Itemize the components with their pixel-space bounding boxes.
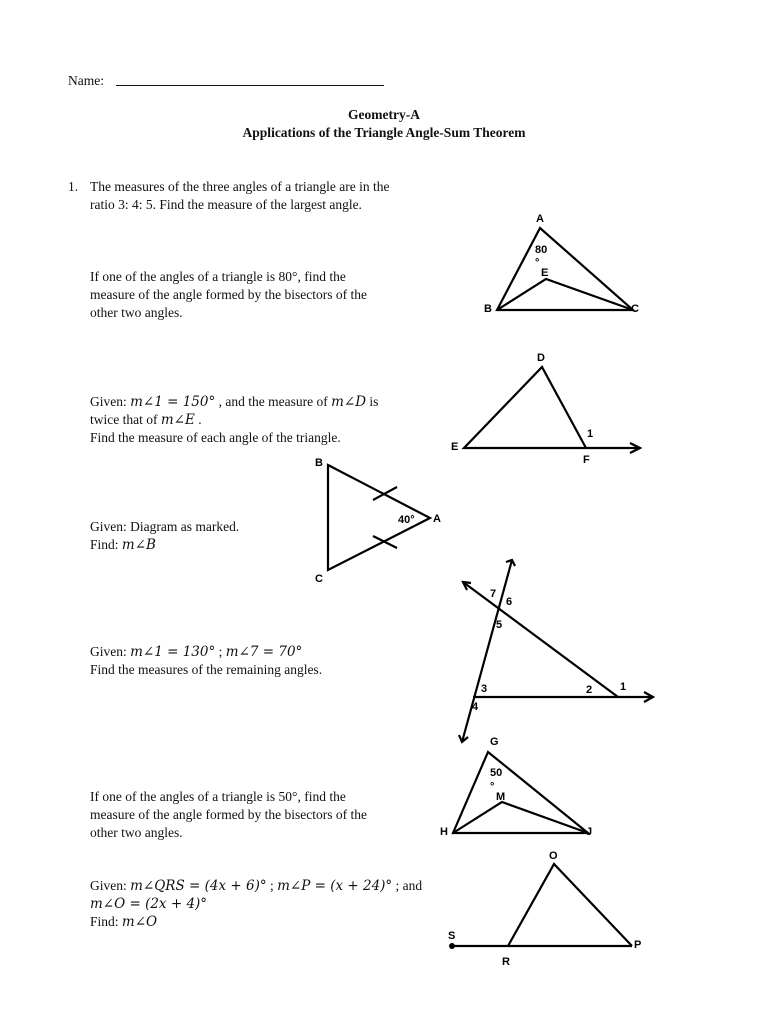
- worksheet-title: Applications of the Triangle Angle-Sum Theorem: [242, 125, 526, 140]
- vertex-label-a: A: [536, 213, 544, 225]
- problem-6-line-2: measure of the angle formed by the bisectors of the: [90, 807, 368, 822]
- separator: ;: [215, 644, 226, 659]
- angle-label-3: 3: [481, 683, 488, 695]
- triangle-def: [464, 367, 638, 448]
- angle-o-expression: m∠O = (2x + 4)°: [90, 896, 208, 912]
- given-label: Given:: [90, 878, 131, 893]
- triangle-sides: [508, 864, 632, 946]
- vertex-label-b: B: [315, 457, 323, 469]
- course-title: Geometry-A: [348, 107, 420, 122]
- given-label: Given:: [90, 644, 131, 659]
- angle-label-4: 4: [472, 701, 479, 713]
- problem-2-line-3: other two angles.: [90, 305, 183, 320]
- angle-b-expression: m∠B: [121, 537, 156, 553]
- vertex-label-p: P: [634, 939, 642, 951]
- find-label: Find:: [90, 914, 122, 929]
- problem-6-line-3: other two angles.: [90, 825, 183, 840]
- separator: ;: [266, 878, 278, 893]
- vertex-label-e: E: [451, 441, 459, 453]
- figure-transversal-triangle: [459, 560, 653, 742]
- vertex-label-r: R: [502, 956, 510, 968]
- angle-7-measure: m∠7 = 70°: [225, 644, 303, 660]
- problem-3-line-3: Find the measure of each angle of the triangle.: [90, 430, 341, 445]
- angle-o-find: m∠O: [121, 914, 158, 930]
- angle-1-measure: m∠1 = 130°: [130, 644, 216, 660]
- angle-label-1: 1: [620, 681, 627, 693]
- vertex-label-g: G: [490, 736, 499, 748]
- vertex-label-j: J: [586, 826, 593, 838]
- vertex-label-f: F: [583, 454, 590, 466]
- find-label: Find:: [90, 537, 122, 552]
- angle-label-1: 1: [587, 428, 594, 440]
- vertex-label-c: C: [315, 573, 323, 585]
- figure-triangle-ghj: [440, 736, 592, 838]
- slanted-side-line: [463, 582, 618, 697]
- angle-label-7: 7: [490, 588, 497, 600]
- angle-p-expression: m∠P = (x + 24)°: [277, 878, 393, 894]
- problem-4-line-1: Given: Diagram as marked.: [90, 519, 240, 534]
- vertex-label-m: M: [496, 791, 506, 803]
- problem-6-line-1: If one of the angles of a triangle is 50°, find the: [90, 789, 346, 804]
- connector-text: ; and: [392, 878, 423, 893]
- vertex-label-a: A: [433, 513, 441, 525]
- angle-label-80: 80: [535, 244, 548, 256]
- angle-d-expression: m∠D: [331, 394, 367, 410]
- problem-1-line-1: The measures of the three angles of a triangle are in the: [90, 179, 390, 194]
- angle-degree-mark: °: [535, 257, 540, 269]
- triangle-abc: [328, 465, 430, 570]
- point-s-dot: [449, 943, 455, 949]
- vertex-label-c: C: [631, 303, 639, 315]
- problem-1-line-2: ratio 3: 4: 5. Find the measure of the largest angle.: [90, 197, 362, 212]
- vertex-label-s: S: [448, 930, 456, 942]
- angle-label-5: 5: [496, 619, 503, 631]
- vertex-label-b: B: [484, 303, 492, 315]
- problem-5-line-2: Find the measures of the remaining angles.: [90, 662, 323, 677]
- connector-text: , and the measure of: [215, 394, 332, 409]
- figure-triangle-abe: [484, 213, 639, 315]
- figure-triangle-def: [451, 352, 640, 466]
- problem-2-line-2: measure of the angle formed by the bisectors of the: [90, 287, 368, 302]
- angle-label-6: 6: [506, 596, 513, 608]
- vertex-label-e: E: [541, 267, 549, 279]
- angle-label-2: 2: [586, 684, 593, 696]
- given-label: Given:: [90, 394, 131, 409]
- angle-qrs-expression: m∠QRS = (4x + 6)°: [130, 878, 267, 894]
- vertex-label-h: H: [440, 826, 448, 838]
- angle-degree-mark: °: [490, 781, 495, 793]
- connector-text: twice that of: [90, 412, 161, 427]
- connector-text: .: [194, 412, 202, 427]
- angle-label-50: 50: [490, 767, 503, 779]
- name-label: Name:: [68, 73, 104, 88]
- problem-2-line-1: If one of the angles of a triangle is 80°, find the: [90, 269, 346, 284]
- angle-e-expression: m∠E: [160, 412, 195, 428]
- figure-triangle-isosceles: [315, 457, 441, 585]
- angle-1-measure: m∠1 = 150°: [130, 394, 216, 410]
- angle-label-40: 40°: [398, 514, 415, 526]
- problem-1-number: 1.: [68, 179, 79, 194]
- bisector-lines: [497, 279, 633, 310]
- connector-text: is: [366, 394, 379, 409]
- figure-triangle-opr: [448, 850, 641, 968]
- vertex-label-d: D: [537, 352, 545, 364]
- vertex-label-o: O: [549, 850, 558, 862]
